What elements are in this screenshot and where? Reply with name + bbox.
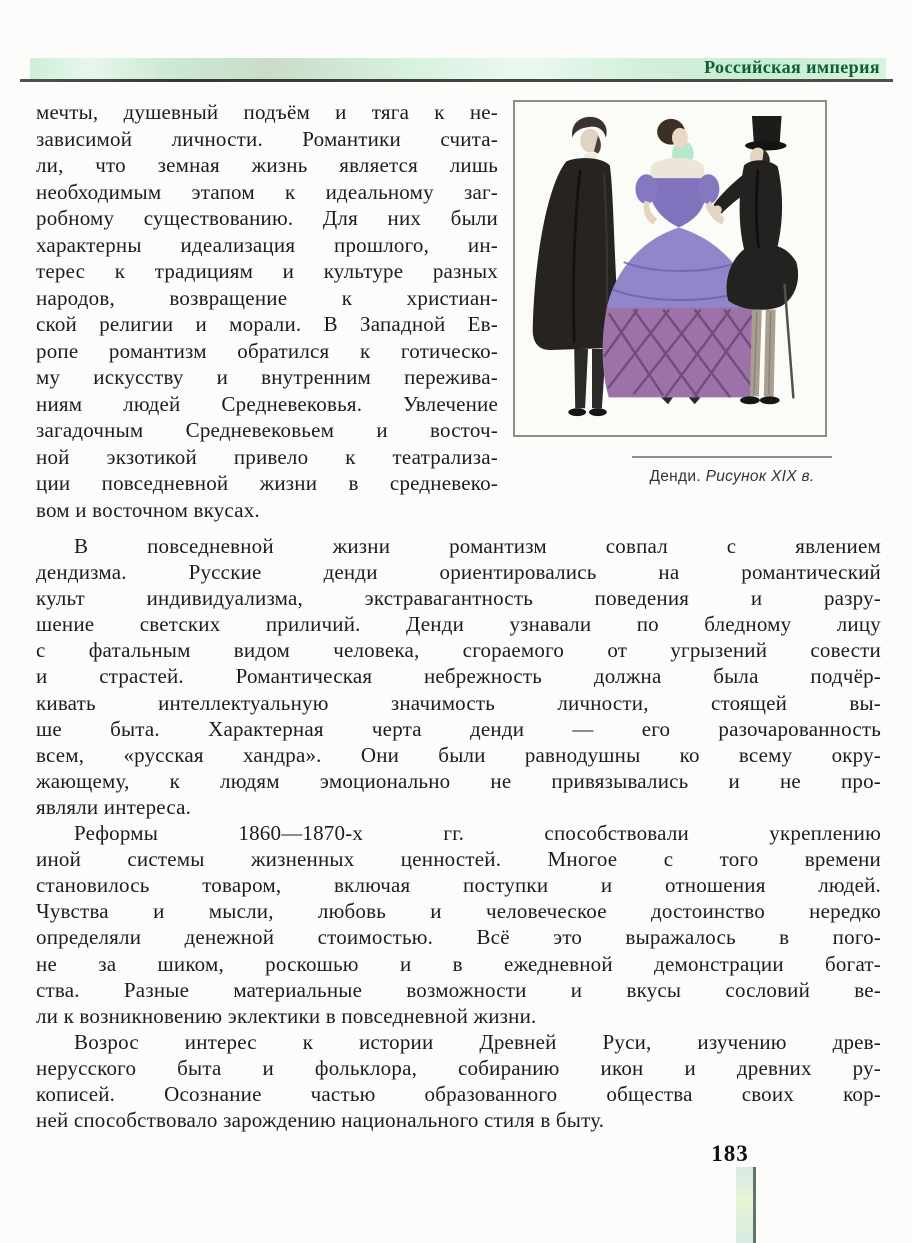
text-line: ли, что земная жизнь является лишь — [36, 153, 498, 177]
text-line: терес к традициям и культуре разных — [36, 259, 498, 283]
text-line: и страстей. Романтическая небрежность должна была подчёр- — [36, 664, 881, 689]
page-number: 183 — [711, 1141, 749, 1166]
text-line: му искусству и внутренним пережива- — [36, 365, 498, 389]
text-line: робному существованию. Для них были — [36, 206, 498, 230]
text-line: ства. Разные материальные возможности и вкусы сословий ве- — [36, 977, 881, 1002]
text-line: загадочным Средневековьем и восточ- — [36, 418, 498, 442]
figure-frame — [513, 100, 827, 437]
figure-caption-title: Денди. — [649, 468, 701, 485]
text-line: с фатальным видом человека, сгораемого от угрызений совести — [36, 638, 881, 663]
text-line: Чувства и мысли, любовь и человеческое достоинство нередко — [36, 899, 881, 924]
text-line: ции повседневной жизни в средневеко- — [36, 471, 498, 495]
text-line: мечты, душевный подъём и тяга к не- — [36, 100, 498, 124]
figure-caption-detail: Рисунок XIX в. — [705, 468, 815, 485]
text-line: культ индивидуализма, экстравагантность поведения и разру- — [36, 586, 881, 611]
text-line: не за шиком, роскошью и в ежедневной демонстрации богат- — [36, 951, 881, 976]
text-line: кивать интеллектуальную значимость личности, стоящей вы- — [36, 690, 881, 715]
main-paragraphs — [36, 533, 881, 1133]
running-head: Российская империя — [704, 57, 880, 77]
text-line: ли к возникновению эклектики в повседневной жизни. — [36, 1003, 537, 1028]
text-line: определяли денежной стоимостью. Всё это выражалось в пого- — [36, 925, 881, 950]
text-line: ниям людей Средневековья. Увлечение — [36, 391, 498, 416]
text-line: ной экзотикой привело к театрализа- — [36, 444, 498, 469]
figure-caption — [612, 468, 852, 486]
text-line: ше быта. Характерная черта денди — его разочарованность — [36, 716, 881, 741]
figure-caption-rule — [632, 456, 832, 458]
text-line: вом и восточном вкусах. — [36, 497, 260, 522]
text-line: нерусского быта и фольклора, собиранию икон и древних ру- — [36, 1055, 881, 1080]
text-line: жающему, к людям эмоционально не привязывались и не про- — [36, 768, 881, 793]
text-line: являли интереса. — [36, 794, 192, 819]
text-line: шение светских приличий. Денди узнавали по бледному лицу — [36, 612, 881, 637]
text-line: народов, возвращение к христиан- — [36, 285, 498, 310]
footer-bar — [736, 1167, 756, 1243]
text-line: кописей. Осознание частью образованного общества своих кор- — [36, 1081, 881, 1106]
text-line: характерны идеализация прошлого, ин- — [36, 232, 498, 257]
text-line: дендизма. Русские денди ориентировались на романтический — [36, 560, 881, 585]
text-line: становилось товаром, включая поступки и отношения людей. — [36, 873, 881, 898]
text-line: ской религии и морали. В Западной Ев- — [36, 312, 498, 336]
header-rule — [20, 79, 893, 82]
text-line: В повседневной жизни романтизм совпал с явлением — [74, 534, 881, 558]
text-line: необходимым этапом к идеальному заг- — [36, 179, 498, 204]
text-line: Возрос интерес к истории Древней Руси, изучению древ- — [74, 1029, 881, 1054]
text-line: зависимой личности. Романтики счита- — [36, 126, 498, 151]
text-line: ней способствовало зарождению национального стиля в быту. — [36, 1108, 605, 1133]
text-line: всем, «русская хандра». Они были равнодушны ко всему окру- — [36, 742, 881, 767]
text-line: Реформы 1860—1870-х гг. способствовали укреплению — [74, 821, 881, 846]
dandies-illustration — [515, 102, 825, 435]
left-column — [36, 99, 498, 523]
text-line: иной системы жизненных ценностей. Многое с того времени — [36, 847, 881, 872]
text-line: ропе романтизм обратился к готическо- — [36, 338, 498, 363]
